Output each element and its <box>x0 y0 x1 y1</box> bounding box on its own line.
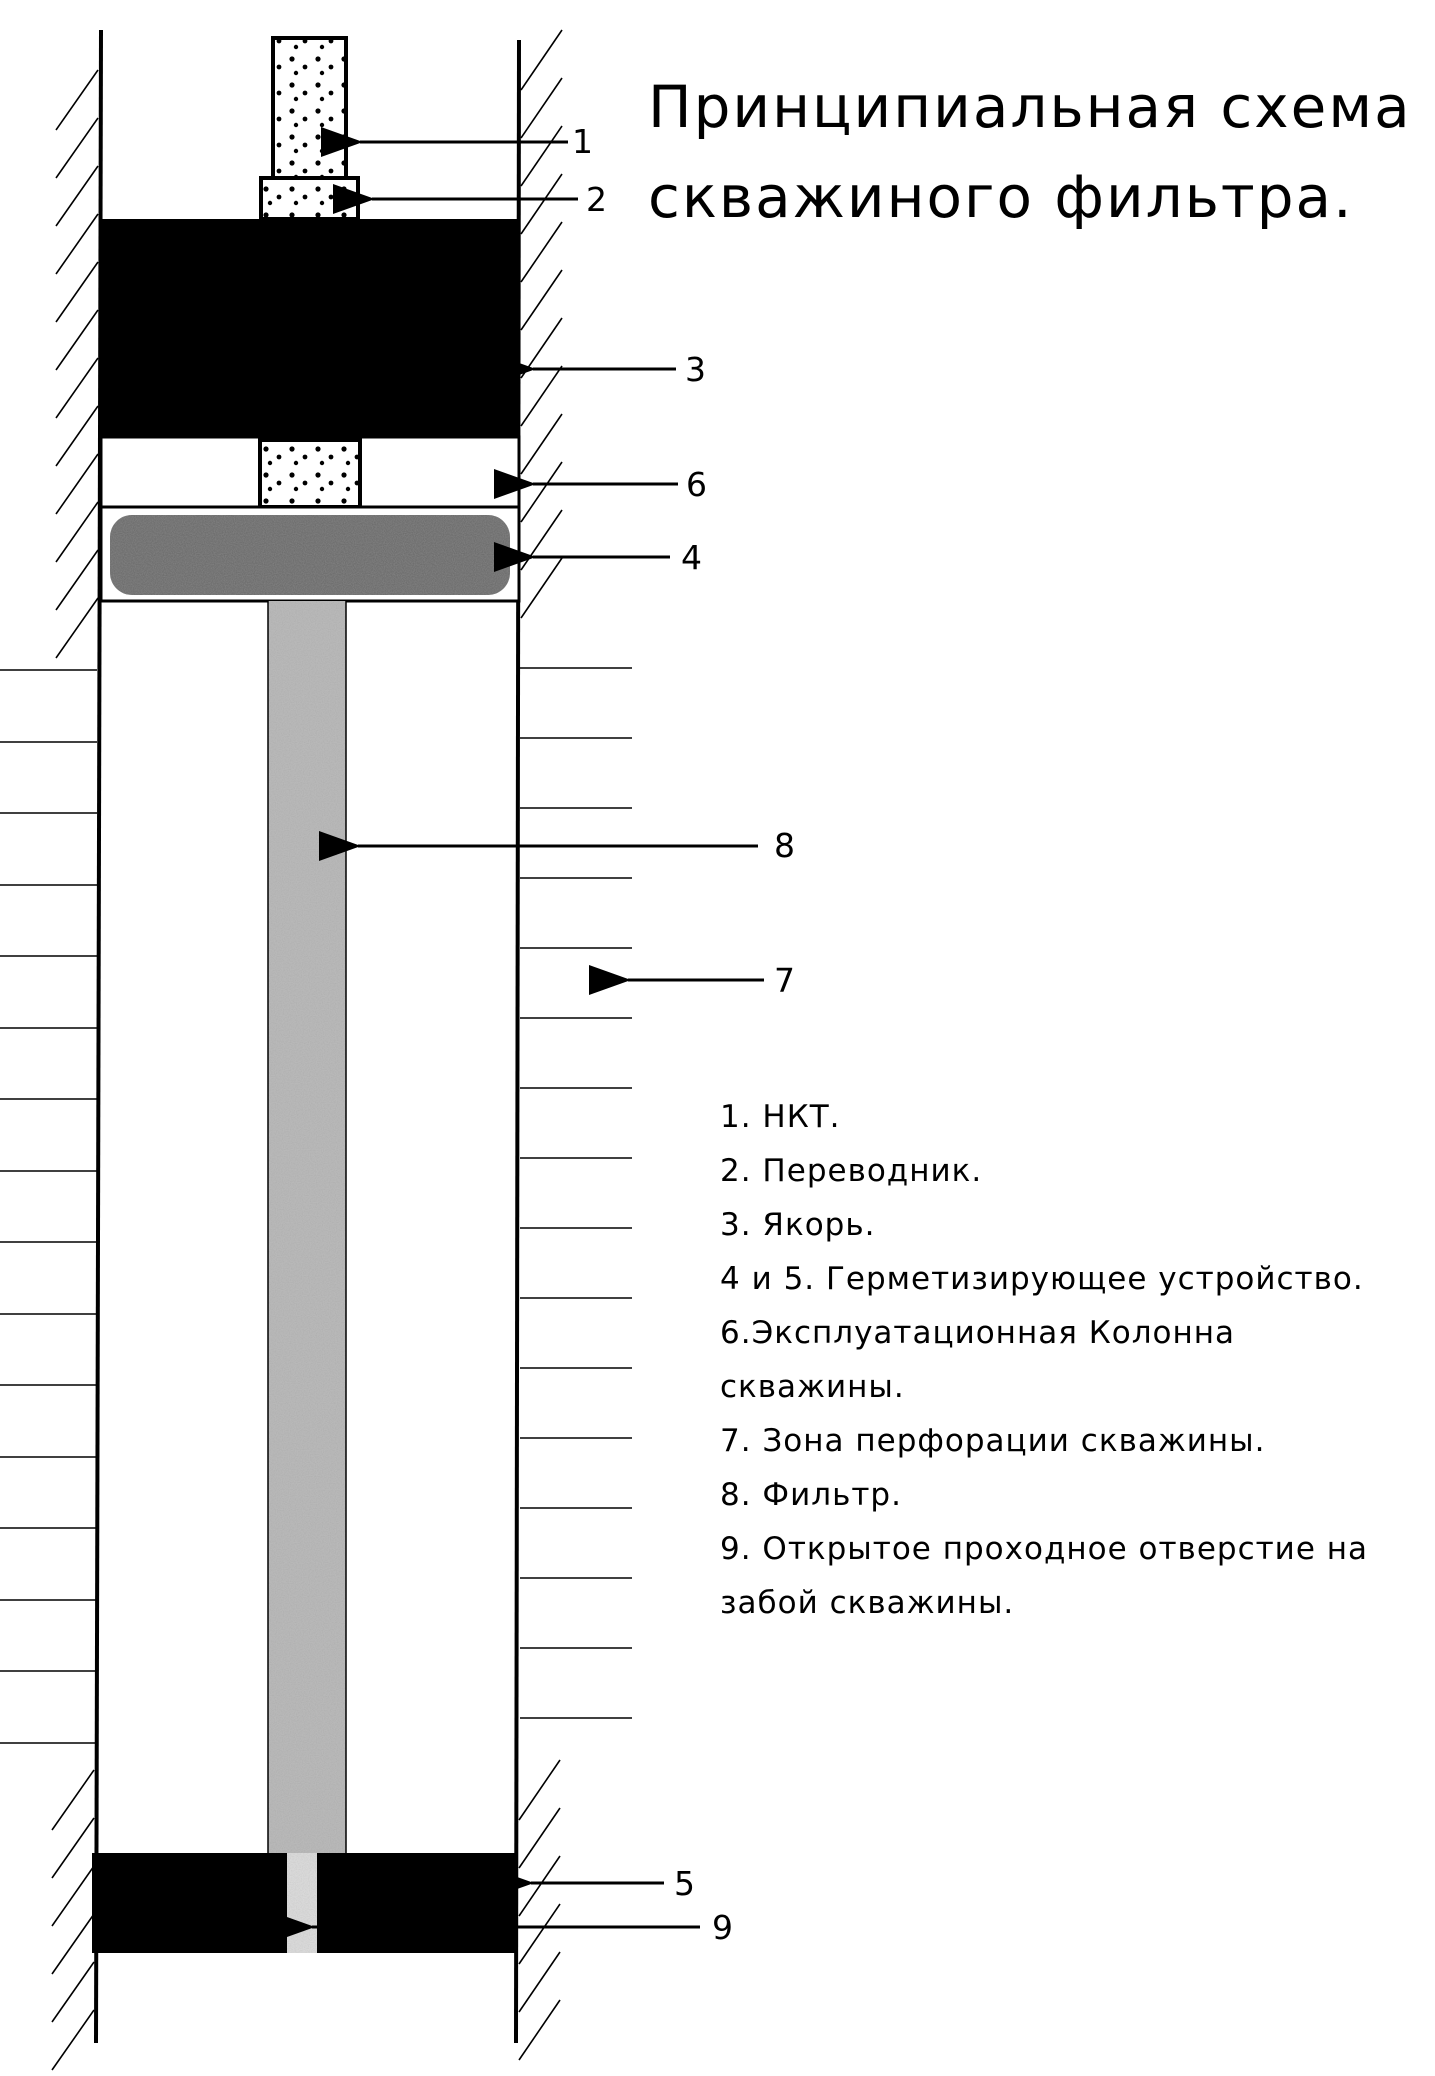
anchor <box>101 219 519 437</box>
hatch-line <box>521 462 562 522</box>
hatch-line <box>521 126 562 186</box>
hatch-line <box>521 558 562 618</box>
hatch-line <box>56 454 98 514</box>
hatch-line <box>56 166 98 226</box>
legend-item: скважины. <box>720 1369 905 1405</box>
rock-hatching-right <box>519 30 562 2060</box>
hatch-line <box>519 1808 560 1868</box>
callout-3: 3 <box>685 350 706 389</box>
hatch-line <box>56 358 98 418</box>
hatch-line <box>521 270 562 330</box>
hatch-line <box>519 1856 560 1916</box>
callout-1: 1 <box>572 122 593 161</box>
hatch-line <box>519 1904 560 1964</box>
hatch-line <box>52 1914 94 1974</box>
callout-2: 2 <box>586 180 607 219</box>
hatch-line <box>521 414 562 474</box>
callout-6: 6 <box>686 465 707 504</box>
hatch-line <box>521 222 562 282</box>
legend-item: 1. НКТ. <box>720 1099 841 1135</box>
hatch-line <box>52 1866 94 1926</box>
hatch-line <box>56 406 98 466</box>
callout-4: 4 <box>681 538 702 577</box>
hatch-line <box>52 2010 94 2070</box>
hatch-line <box>519 2000 560 2060</box>
hatch-line <box>56 310 98 370</box>
callout-5: 5 <box>674 1864 695 1903</box>
legend-item: 6.Эксплуатационная Колонна <box>720 1315 1236 1351</box>
hatch-line <box>56 550 98 610</box>
hatch-line <box>52 1770 94 1830</box>
lower-packer <box>92 1853 516 1953</box>
hatch-line <box>56 118 98 178</box>
legend-item: забой скважины. <box>720 1585 1015 1621</box>
callout-8: 8 <box>774 826 795 865</box>
inner-pipe <box>260 440 360 507</box>
hatch-line <box>56 262 98 322</box>
legend-item: 9. Открытое проходное отверстие на <box>720 1531 1369 1567</box>
hatch-line <box>56 598 98 658</box>
hatch-line <box>56 214 98 274</box>
legend-item: 2. Переводник. <box>720 1153 983 1189</box>
filter <box>268 601 346 1853</box>
callout-9: 9 <box>712 1908 733 1947</box>
adapter <box>261 178 358 219</box>
hatch-line <box>521 510 562 570</box>
hatch-line <box>56 502 98 562</box>
legend-item: 3. Якорь. <box>720 1207 876 1243</box>
hatch-line <box>521 174 562 234</box>
callout-labels <box>572 122 795 1947</box>
title-line-2: скважиного фильтра. <box>648 163 1354 231</box>
tubing-nkt <box>273 38 346 178</box>
rock-hatching-left <box>52 70 98 2070</box>
diagram-title <box>648 62 1412 242</box>
hatch-line <box>52 1818 94 1878</box>
callout-7: 7 <box>774 961 795 1000</box>
perforation-lines-left <box>0 670 97 1743</box>
legend-item: 7. Зона перфорации скважины. <box>720 1423 1266 1459</box>
upper-packer <box>101 507 519 601</box>
hatch-line <box>521 78 562 138</box>
legend-item: 4 и 5. Герметизирующее устройство. <box>720 1261 1364 1297</box>
hatch-line <box>52 1962 94 2022</box>
hatch-line <box>519 1952 560 2012</box>
hatch-line <box>521 366 562 426</box>
legend <box>720 1090 1420 1630</box>
perforation-lines-right <box>520 668 632 1718</box>
hatch-line <box>56 70 98 130</box>
title-line-1: Принципиальная схема <box>648 73 1412 141</box>
legend-item: 8. Фильтр. <box>720 1477 902 1513</box>
hatch-line <box>519 1760 560 1820</box>
hatch-line <box>521 30 562 90</box>
